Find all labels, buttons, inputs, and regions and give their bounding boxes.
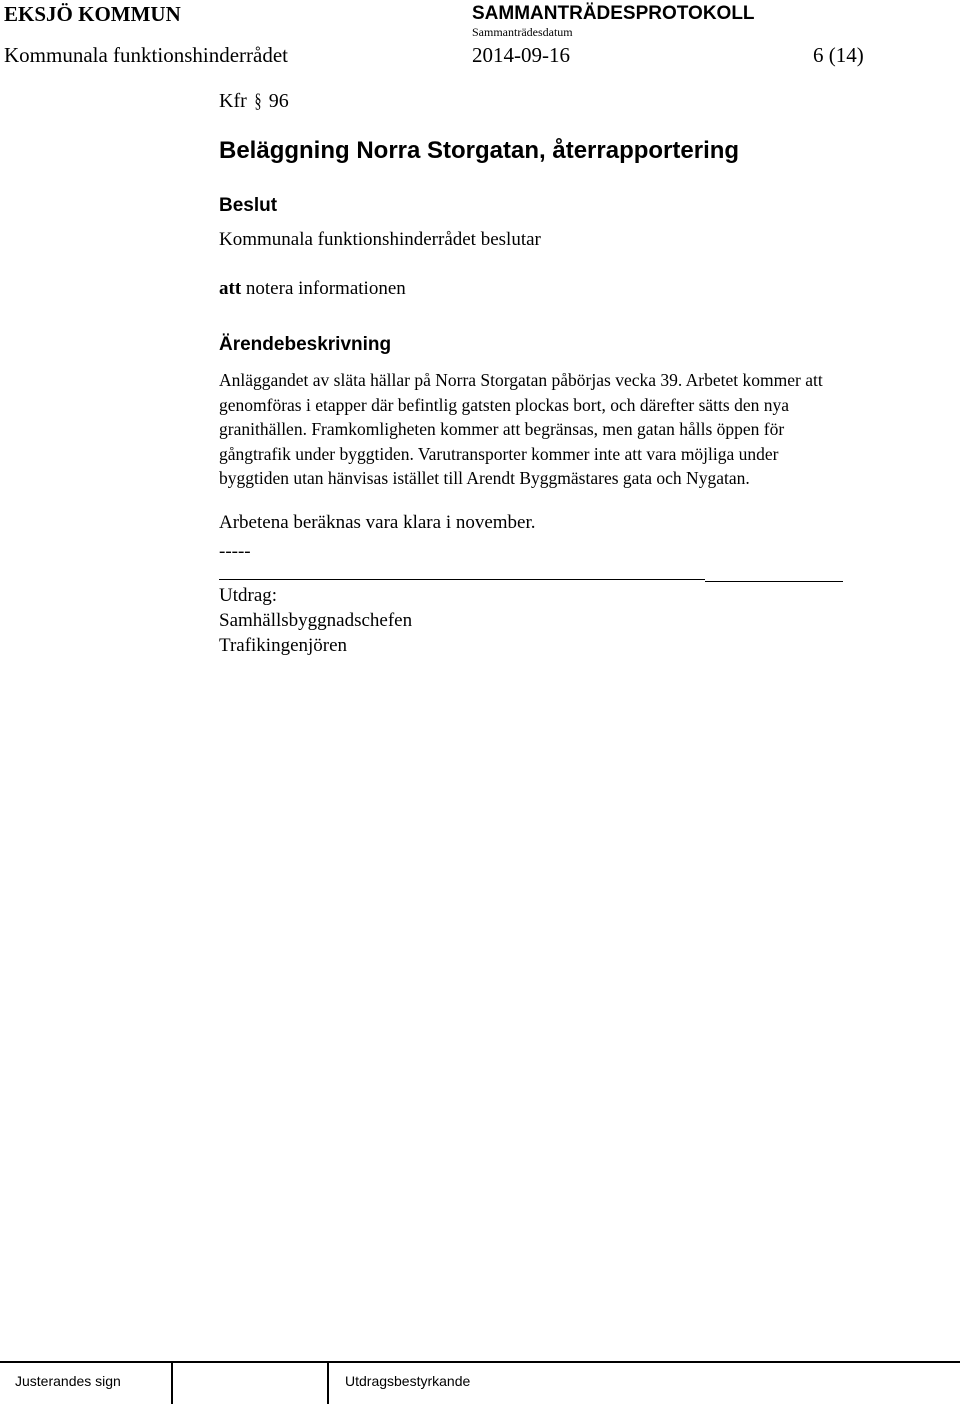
separator-text: ----- bbox=[219, 541, 251, 562]
decision-clause bbox=[219, 278, 406, 300]
document-type: SAMMANTRÄDESPROTOKOLL bbox=[472, 3, 755, 24]
committee-name: Kommunala funktionshinderrådet bbox=[4, 43, 289, 67]
signature-label: Justerandes sign bbox=[15, 1373, 121, 1389]
decision-text: Kommunala funktionshinderrådet beslutar bbox=[219, 229, 541, 250]
description-line: granithällen. Framkomligheten kommer att begränsas, men gatan hålls öppen för bbox=[219, 419, 785, 439]
meeting-date: 2014-09-16 bbox=[472, 43, 570, 67]
organization-name: EKSJÖ KOMMUN bbox=[4, 2, 181, 26]
paragraph-reference bbox=[219, 90, 289, 113]
paragraph-number: 96 bbox=[268, 90, 289, 112]
item-title: Beläggning Norra Storgatan, återrapportering bbox=[219, 137, 740, 164]
divider-line bbox=[219, 579, 705, 580]
paragraph-prefix: Kfr bbox=[219, 90, 247, 112]
description-heading: Ärendebeskrivning bbox=[219, 334, 392, 355]
decision-clause-text: notera informationen bbox=[245, 278, 406, 299]
footer-divider bbox=[171, 1362, 173, 1404]
extract-label: Utdrag: bbox=[219, 585, 278, 606]
section-symbol: § bbox=[254, 90, 262, 112]
decision-att: att bbox=[219, 278, 242, 299]
footer-divider bbox=[327, 1362, 329, 1404]
footer-line bbox=[0, 1361, 960, 1363]
certification-label: Utdragsbestyrkande bbox=[345, 1373, 471, 1389]
description-line: Anläggandet av släta hällar på Norra Storgatan påbörjas vecka 39. Arbetet kommer att bbox=[219, 370, 823, 390]
decision-heading: Beslut bbox=[219, 195, 278, 216]
completion-text: Arbetena beräknas vara klara i november. bbox=[219, 512, 536, 533]
extract-recipient: Trafikingenjören bbox=[219, 635, 348, 656]
description-line: genomföras i etapper där befintlig gatsten plockas bort, och därefter sätts den nya bbox=[219, 394, 790, 415]
description-line: byggtiden utan hänvisas istället till Arendt Byggmästares gata och Nygatan. bbox=[219, 468, 750, 488]
meeting-date-label: Sammanträdesdatum bbox=[472, 25, 573, 39]
description-paragraph bbox=[219, 368, 949, 491]
extract-recipient: Samhällsbyggnadschefen bbox=[219, 610, 413, 631]
description-line: gångtrafik under byggtiden. Varutransporter kommer inte att vara möjliga under bbox=[219, 443, 779, 464]
page-number: 6 (14) bbox=[813, 43, 864, 67]
divider-line-short bbox=[705, 581, 843, 582]
